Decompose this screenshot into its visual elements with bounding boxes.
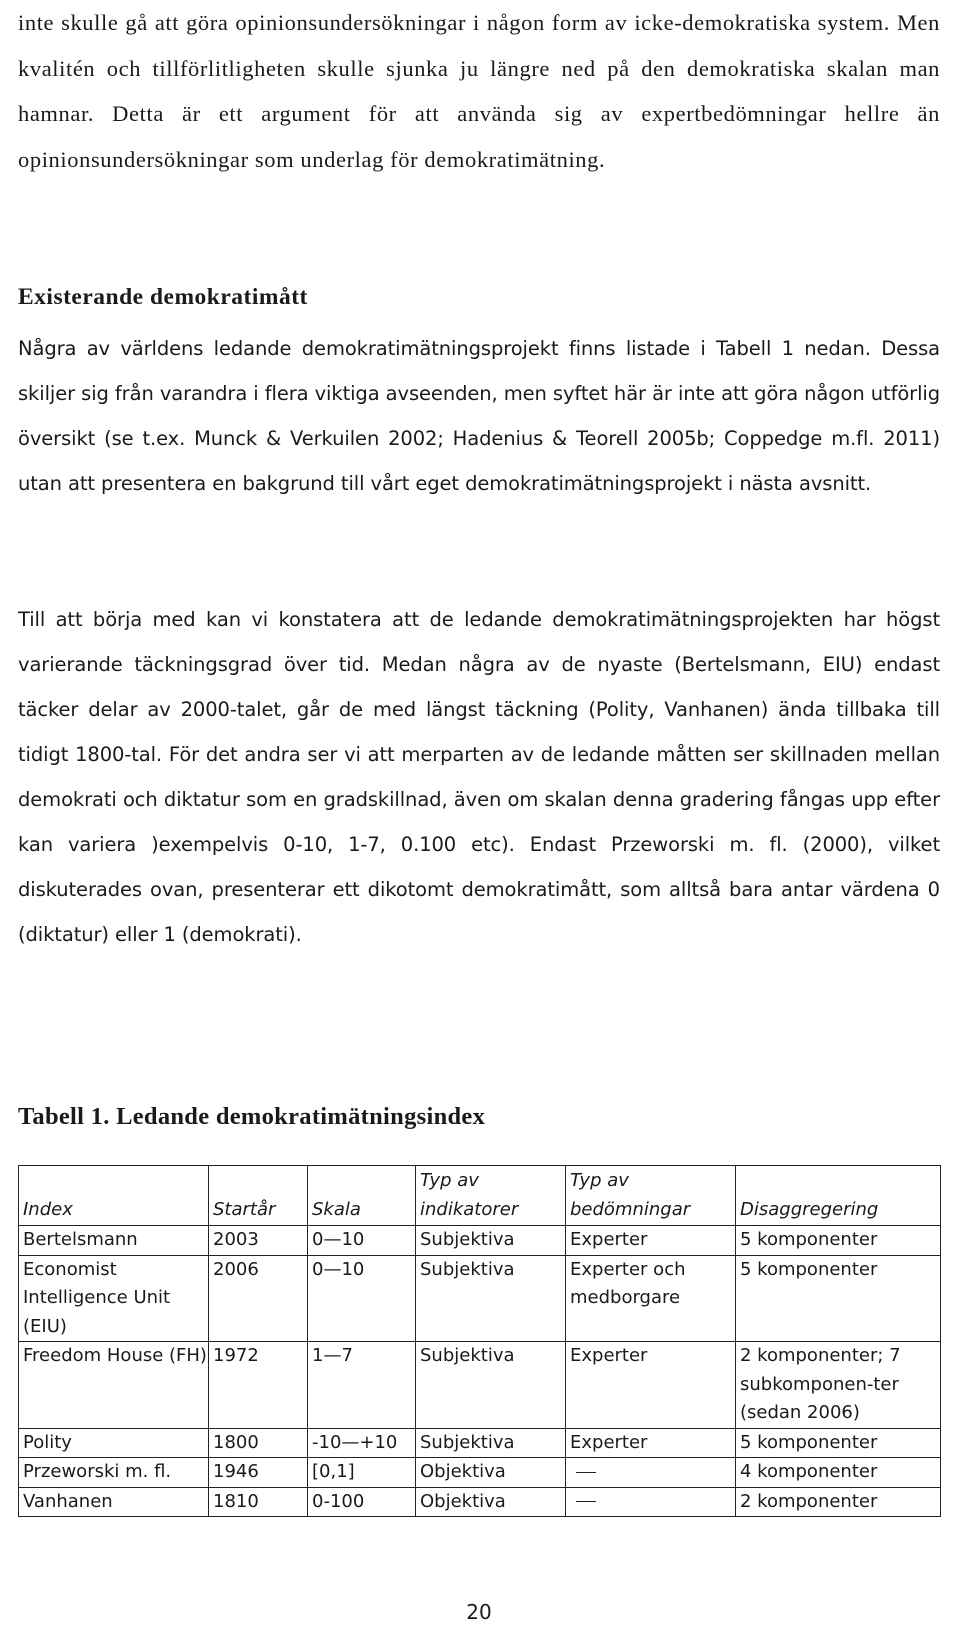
cell-assessment-type: Experter [566, 1226, 736, 1256]
header-disaggregation: Disaggregering [736, 1166, 941, 1226]
table-title: Tabell 1. Ledande demokratimätningsindex [18, 1103, 486, 1130]
cell-scale: -10—+10 [308, 1428, 416, 1458]
cell-indicator-type: Objektiva [416, 1487, 566, 1517]
page-number: 20 [466, 1600, 492, 1624]
cell-start-year: 2006 [209, 1255, 308, 1342]
democracy-index-table [18, 1165, 941, 1517]
header-index: Index [19, 1166, 209, 1226]
cell-scale: 0-100 [308, 1487, 416, 1517]
cell-indicator-type: Subjektiva [416, 1428, 566, 1458]
cell-disaggregation: 5 komponenter [736, 1226, 941, 1256]
cell-indicator-type: Objektiva [416, 1458, 566, 1488]
paragraph-coverage: Till att börja med kan vi konstatera att de ledande demokratimätningsprojekten har högst varierande täckningsgrad över tid. Medan några av de nyaste (Bertelsmann, EIU) endast täcker delar av 2000-talet, går de med längst täckning (Polity, Vanhanen) ända tillbaka till tidigt 1800-tal. För det andra ser vi att merparten av de ledande måtten ser skillnaden mellan demokrati och diktatur som en gradskillnad, även om skalan denna gradering fångas upp efter kan variera )exempelvis 0-10, 1-7, 0.100 etc). Endast Przeworski m. fl. (2000), vilket diskuterades ovan, presenterar ett dikotomt demokratimått, som alltså bara antar värdena 0 (diktatur) eller 1 (demokrati). [18, 608, 940, 946]
table-row [19, 1487, 941, 1517]
cell-disaggregation: 2 komponenter [736, 1487, 941, 1517]
cell-index: Polity [19, 1428, 209, 1458]
cell-index: Vanhanen [19, 1487, 209, 1517]
cell-assessment-type: Experter och medborgare [566, 1255, 736, 1342]
header-start-year: Startår [209, 1166, 308, 1226]
cell-indicator-type: Subjektiva [416, 1255, 566, 1342]
header-assessment-type: Typ av bedömningar [566, 1166, 736, 1226]
cell-assessment-type [566, 1458, 736, 1488]
cell-assessment-type: Experter [566, 1342, 736, 1429]
cell-assessment-type: Experter [566, 1428, 736, 1458]
table-row [19, 1428, 941, 1458]
table-row [19, 1458, 941, 1488]
cell-index: Economist Intelligence Unit (EIU) [19, 1255, 209, 1342]
cell-scale: [0,1] [308, 1458, 416, 1488]
cell-index: Freedom House (FH) [19, 1342, 209, 1429]
cell-indicator-type: Subjektiva [416, 1226, 566, 1256]
table-row [19, 1342, 941, 1429]
cell-start-year: 2003 [209, 1226, 308, 1256]
cell-start-year: 1800 [209, 1428, 308, 1458]
table-row [19, 1255, 941, 1342]
cell-disaggregation: 5 komponenter [736, 1255, 941, 1342]
cell-scale: 1—7 [308, 1342, 416, 1429]
cell-indicator-type: Subjektiva [416, 1342, 566, 1429]
cell-disaggregation: 2 komponenter; 7 subkomponen-ter (sedan 2006) [736, 1342, 941, 1429]
paragraph-existing-measures: Några av världens ledande demokratimätningsprojekt finns listade i Tabell 1 nedan. Dessa skiljer sig från varandra i flera viktiga avseenden, men syftet här är inte att göra någon utförlig översikt (se t.ex. Munck & Verkuilen 2002; Hadenius & Teorell 2005b; Coppedge m.fl. 2011) utan att presentera en bakgrund till vårt eget demokratimätningsprojekt i nästa avsnitt. [18, 337, 940, 495]
cell-scale: 0—10 [308, 1255, 416, 1342]
header-scale: Skala [308, 1166, 416, 1226]
cell-start-year: 1972 [209, 1342, 308, 1429]
table-row [19, 1226, 941, 1256]
cell-scale: 0—10 [308, 1226, 416, 1256]
section-heading: Existerande demokratimått [18, 284, 308, 310]
intro-paragraph: inte skulle gå att göra opinionsundersökningar i någon form av icke-demokratiska system. Men kvalitén och tillförlitligheten skulle sjunka ju längre ned på den demokratiska skalan man hamnar. Detta är ett argument för att använda sig av expertbedömningar hellre än opinionsundersökningar som underlag för demokratimätning. [18, 10, 940, 172]
cell-start-year: 1946 [209, 1458, 308, 1488]
em-dash-mark [576, 1501, 596, 1502]
cell-disaggregation: 5 komponenter [736, 1428, 941, 1458]
em-dash-mark [576, 1472, 596, 1473]
cell-disaggregation: 4 komponenter [736, 1458, 941, 1488]
table-header-row [19, 1166, 941, 1226]
header-indicator-type: Typ av indikatorer [416, 1166, 566, 1226]
cell-assessment-type [566, 1487, 736, 1517]
cell-start-year: 1810 [209, 1487, 308, 1517]
cell-index: Przeworski m. fl. [19, 1458, 209, 1488]
cell-index: Bertelsmann [19, 1226, 209, 1256]
